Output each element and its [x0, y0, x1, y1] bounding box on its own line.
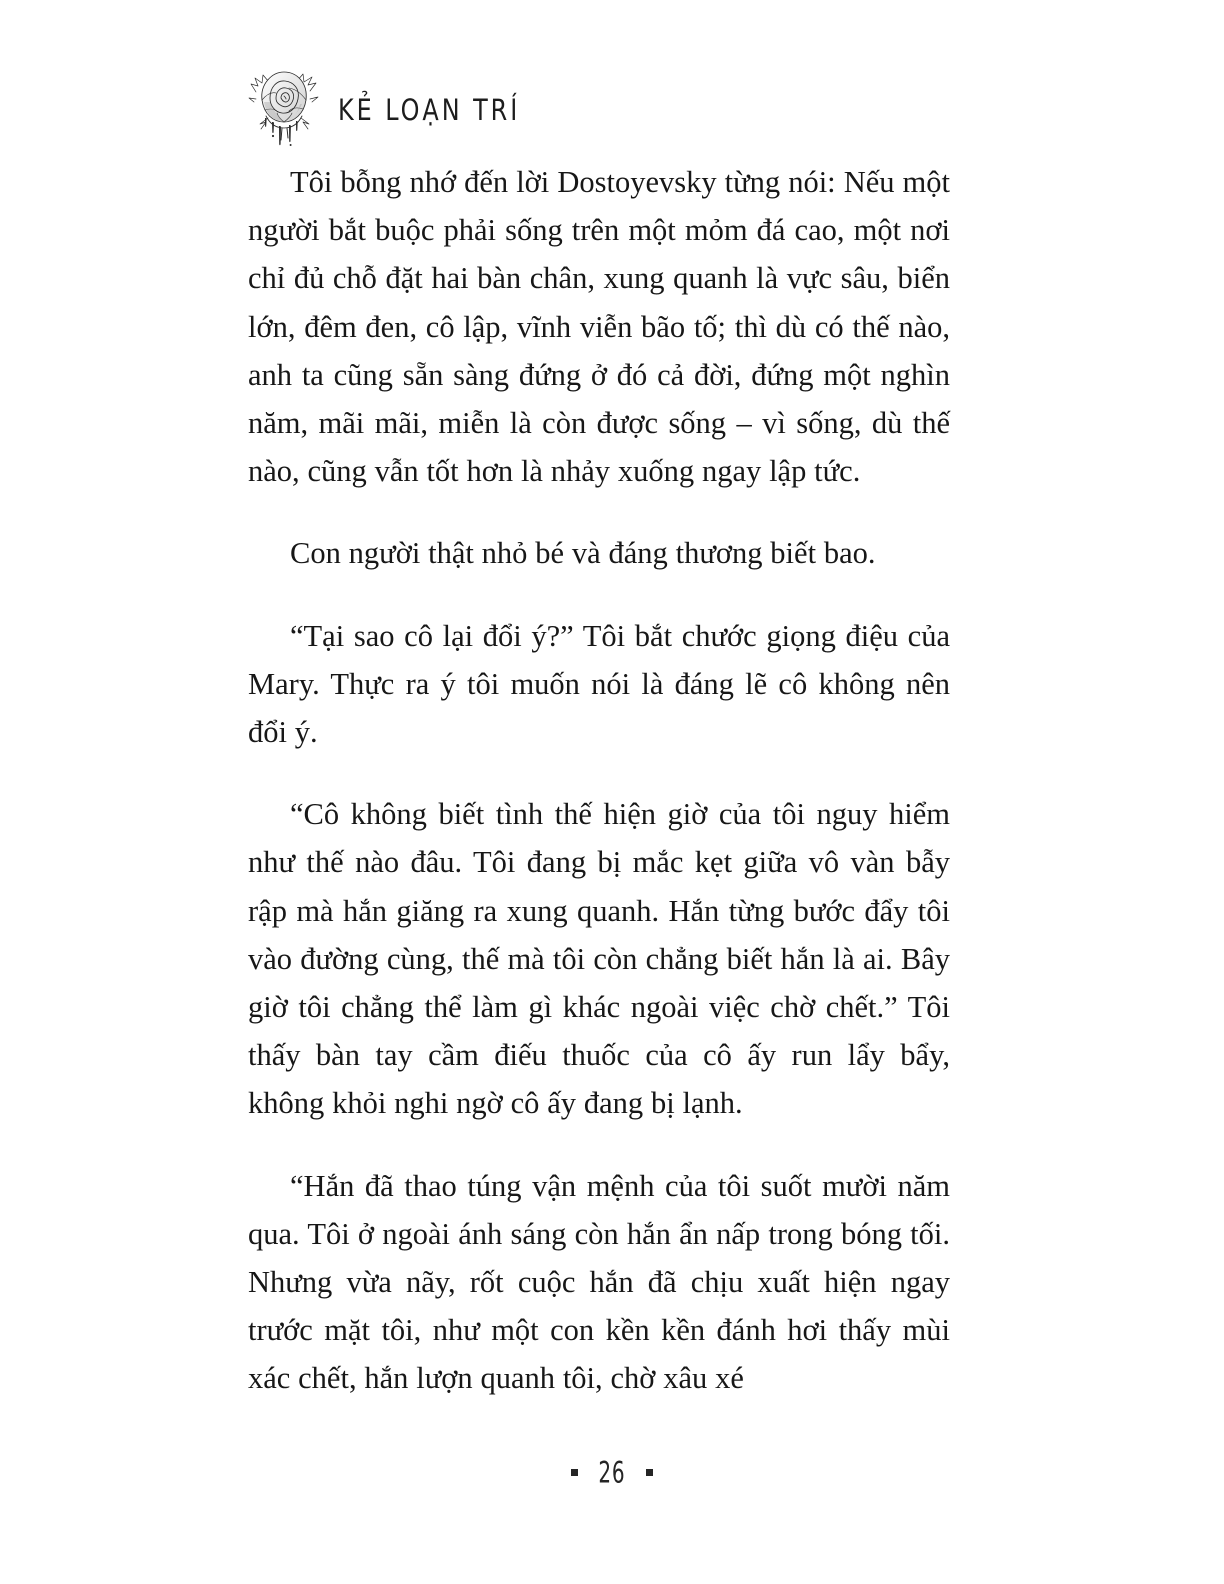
paragraph: “Tại sao cô lại đổi ý?” Tôi bắt chước giọng điệu của Mary. Thực ra ý tôi muốn nói là đáng lẽ cô không nên đổi ý.	[248, 618, 950, 750]
running-head-book-title: KẺ LOẠN TRÍ	[338, 94, 521, 128]
paragraph: “Hắn đã thao túng vận mệnh của tôi suốt mười năm qua. Tôi ở ngoài ánh sáng còn hắn ẩn nấp trong bóng tối. Nhưng vừa nãy, rốt cuộc hắn đã chịu xuất hiện ngay trước mặt tôi, như một con kền kền đánh hơi thấy mùi xác chết, hắn lượn quanh tôi, chờ xâu xé	[248, 1168, 950, 1396]
rose-sketch-icon	[248, 58, 320, 150]
running-head	[248, 56, 536, 152]
folio	[0, 1452, 1224, 1492]
body-text-column	[248, 158, 950, 1403]
page-number: 26	[598, 1454, 626, 1490]
square-bullet-icon	[571, 1469, 578, 1476]
square-bullet-icon	[646, 1469, 653, 1476]
paragraph: Con người thật nhỏ bé và đáng thương biết bao.	[290, 536, 876, 571]
paragraph: “Cô không biết tình thế hiện giờ của tôi nguy hiểm như thế nào đâu. Tôi đang bị mắc kẹt giữa vô vàn bẫy rập mà hắn giăng ra xung quanh. Hắn từng bước đẩy tôi vào đường cùng, thế mà tôi còn chẳng biết hắn là ai. Bây giờ tôi chẳng thể làm gì khác ngoài việc chờ chết.” Tôi thấy bàn tay cầm điếu thuốc của cô ấy run lẩy bẩy, không khỏi nghi ngờ cô ấy đang bị lạnh.	[248, 797, 950, 1121]
paragraph: Tôi bỗng nhớ đến lời Dostoyevsky từng nói: Nếu một người bắt buộc phải sống trên một mỏm đá cao, một nơi chỉ đủ chỗ đặt hai bàn chân, xung quanh là vực sâu, biển lớn, đêm đen, cô lập, vĩnh viễn bão tố; thì dù có thế nào, anh ta cũng sẵn sàng đứng ở đó cả đời, đứng một nghìn năm, mãi mãi, miễn là còn được sống – vì sống, dù thế nào, cũng vẫn tốt hơn là nhảy xuống ngay lập tức.	[248, 165, 950, 489]
